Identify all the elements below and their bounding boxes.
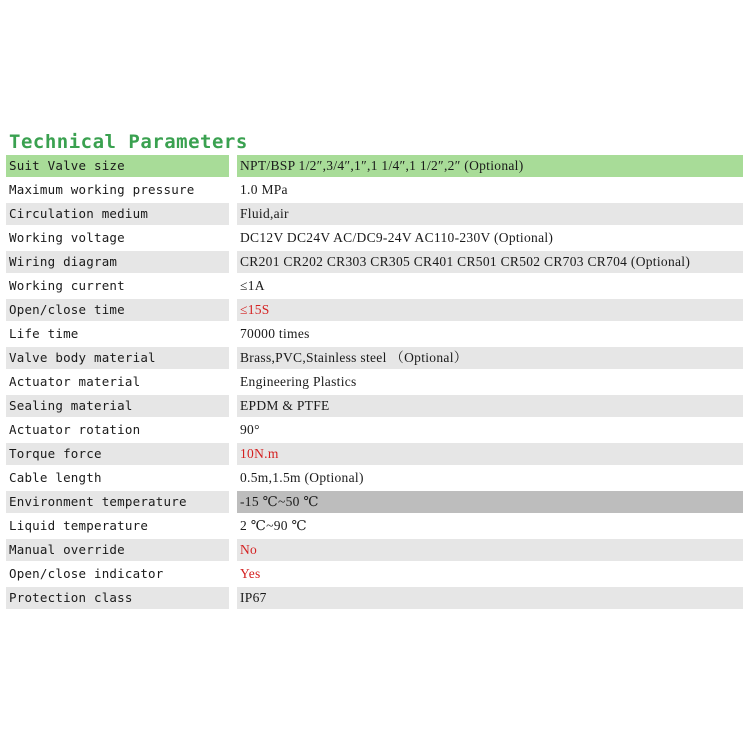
parameter-value: Brass,PVC,Stainless steel （Optional） (237, 347, 743, 371)
parameter-value: ≤1A (237, 275, 743, 299)
parameter-value: Fluid,air (237, 203, 743, 227)
parameter-label: Open/close time (6, 299, 237, 323)
table-row (6, 419, 743, 443)
parameter-label: Working current (6, 275, 237, 299)
page-title: Technical Parameters (9, 131, 248, 153)
parameter-label: Open/close indicator (6, 563, 237, 587)
parameter-value: -15 ℃~50 ℃ (237, 491, 743, 515)
parameter-label: Manual override (6, 539, 237, 563)
parameter-label: Torque force (6, 443, 237, 467)
parameter-label: Valve body material (6, 347, 237, 371)
parameter-value: EPDM & PTFE (237, 395, 743, 419)
parameter-label: Environment temperature (6, 491, 237, 515)
table-row (6, 275, 743, 299)
table-row (6, 299, 743, 323)
parameter-label: Cable length (6, 467, 237, 491)
table-row (6, 395, 743, 419)
table-row (6, 491, 743, 515)
parameter-label: Working voltage (6, 227, 237, 251)
parameter-label: Actuator rotation (6, 419, 237, 443)
parameter-value: 90° (237, 419, 743, 443)
table-row (6, 515, 743, 539)
parameter-value: 1.0 MPa (237, 179, 743, 203)
parameter-value: No (237, 539, 743, 563)
table-row (6, 347, 743, 371)
table-row (6, 467, 743, 491)
parameter-value: Engineering Plastics (237, 371, 743, 395)
technical-parameters-table (6, 155, 743, 611)
table-row (6, 587, 743, 611)
table-row (6, 443, 743, 467)
parameter-label: Life time (6, 323, 237, 347)
parameter-label: Suit Valve size (6, 155, 237, 179)
parameter-value: DC12V DC24V AC/DC9-24V AC110-230V (Optional) (237, 227, 743, 251)
parameter-label: Wiring diagram (6, 251, 237, 275)
parameter-value: 0.5m,1.5m (Optional) (237, 467, 743, 491)
parameter-label: Liquid temperature (6, 515, 237, 539)
table-row (6, 179, 743, 203)
parameter-value: 10N.m (237, 443, 743, 467)
parameter-value: Yes (237, 563, 743, 587)
parameter-value: CR201 CR202 CR303 CR305 CR401 CR501 CR502 CR703 CR704 (Optional) (237, 251, 743, 275)
table-row (6, 371, 743, 395)
table-row (6, 563, 743, 587)
parameter-value: NPT/BSP 1/2″,3/4″,1″,1 1/4″,1 1/2″,2″ (Optional) (237, 155, 743, 179)
parameter-value: 2 ℃~90 ℃ (237, 515, 743, 539)
parameter-label: Protection class (6, 587, 237, 611)
table-row (6, 227, 743, 251)
table-row (6, 539, 743, 563)
table-row (6, 323, 743, 347)
table-body (6, 155, 743, 611)
table-row (6, 203, 743, 227)
parameter-label: Actuator material (6, 371, 237, 395)
parameter-value: 70000 times (237, 323, 743, 347)
parameter-label: Sealing material (6, 395, 237, 419)
parameter-value: ≤15S (237, 299, 743, 323)
parameter-label: Circulation medium (6, 203, 237, 227)
table-row (6, 251, 743, 275)
parameter-label: Maximum working pressure (6, 179, 237, 203)
parameter-value: IP67 (237, 587, 743, 611)
table-row (6, 155, 743, 179)
